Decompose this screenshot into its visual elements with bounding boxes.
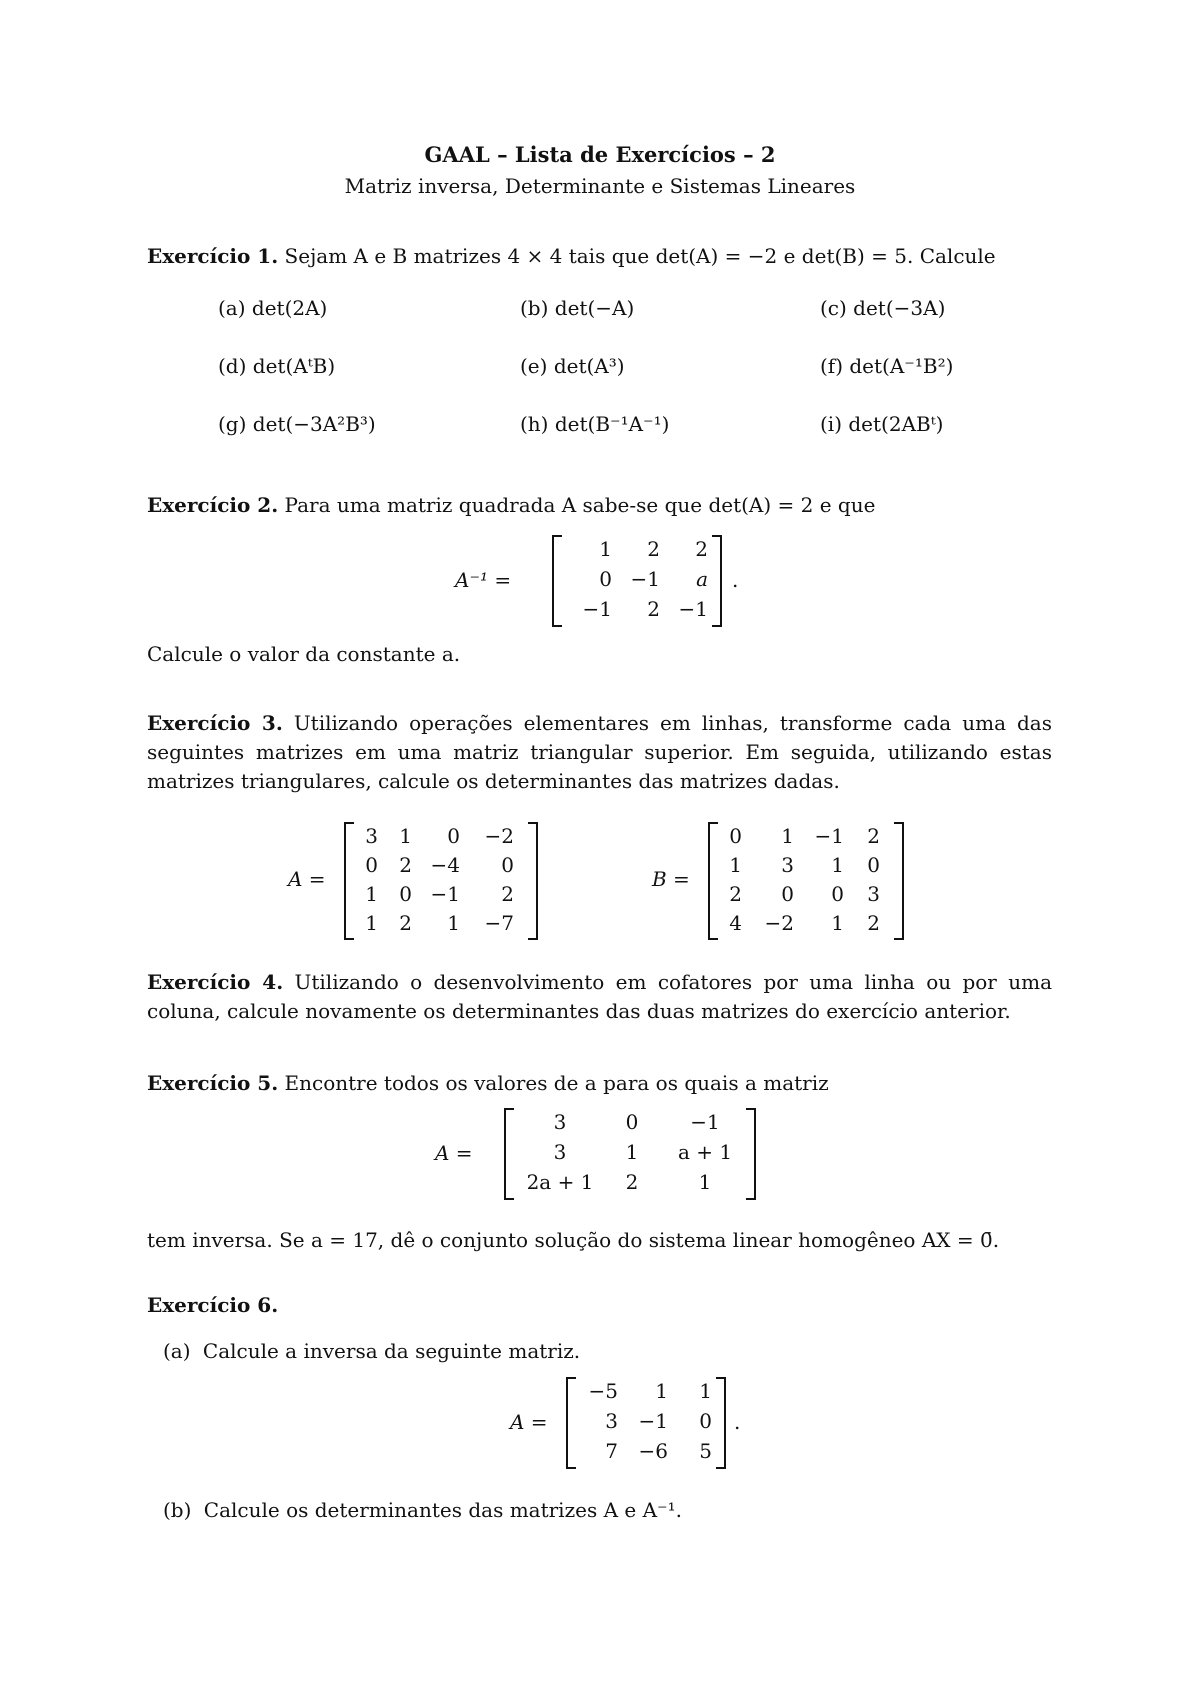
matrix-cell: a + 1 (677, 1140, 733, 1164)
matrix-cell: 5 (699, 1439, 712, 1463)
exercise-1-heading (147, 242, 996, 271)
matrix-label: A = (288, 867, 326, 891)
exercise-4-text: Utilizando o desenvolvimento em cofatores por uma linha ou por uma coluna, calcule novamente os determinantes das duas matrizes do exercício anterior. (147, 970, 1052, 1023)
exercise-1-item (820, 296, 945, 320)
matrix-cell: 1 (655, 1379, 668, 1403)
matrix-cell: 1 (781, 824, 794, 848)
matrix-cell: −2 (484, 824, 514, 848)
matrix-cell: 1 (698, 1170, 712, 1194)
exercise-1-item (820, 412, 943, 436)
matrix-cell: 2 (399, 853, 412, 877)
item-expr: det(−3A²B³) (252, 412, 376, 436)
item-expr: det(−A) (554, 296, 635, 320)
item-expr: det(2ABᵗ) (848, 412, 944, 436)
exercise-4-label: Exercício 4. (147, 970, 284, 994)
exercise-1-label: Exercício 1. (147, 244, 279, 268)
matrix-label: A⁻¹ = (455, 568, 512, 592)
matrix-cell: 0 (729, 824, 742, 848)
exercise-1-item (520, 354, 625, 378)
matrix-cell: 1 (831, 911, 844, 935)
matrix-cell: −4 (430, 853, 460, 877)
exercise-6-part-a (163, 1337, 580, 1366)
matrix-label: A = (510, 1410, 548, 1434)
matrix-b (708, 822, 904, 940)
matrix-cell: −1 (430, 882, 460, 906)
item-expr: det(AᵗB) (252, 354, 336, 378)
matrix-cell: 2 (399, 911, 412, 935)
bracket-left (566, 1377, 576, 1469)
bracket-right (528, 822, 538, 940)
matrix-cell: −2 (764, 911, 794, 935)
item-tag: (f) (820, 354, 844, 378)
matrix-cell: 1 (729, 853, 742, 877)
exercise-2-question: Calcule o valor da constante a. (147, 642, 461, 666)
matrix-label: B = (652, 867, 690, 891)
exercise-2-intro: Para uma matriz quadrada A sabe-se que det(A) = 2 e que (284, 493, 876, 517)
exercise-6-part-b (163, 1496, 682, 1525)
item-tag: (i) (820, 412, 843, 436)
matrix-cell: 2 (867, 824, 880, 848)
matrix-cell: −1 (814, 824, 844, 848)
exercise-6-label: Exercício 6. (147, 1293, 279, 1317)
item-tag: (c) (820, 296, 847, 320)
exercise-5-label: Exercício 5. (147, 1071, 279, 1095)
matrix-cell: 2 (625, 1170, 639, 1194)
matrix-a (344, 822, 538, 940)
matrix-cell: 1 (625, 1140, 639, 1164)
exercise-5-question: tem inversa. Se a = 17, dê o conjunto solução do sistema linear homogêneo AX = 0̄. (147, 1228, 1000, 1252)
period: . (732, 568, 739, 592)
matrix-cell: 1 (699, 1379, 712, 1403)
exercise-3-text: Utilizando operações elementares em linhas, transforme cada uma das seguintes matrizes em uma matriz triangular superior. Em seguida, utilizando estas matrizes triangulares, calcule os determinantes das matrizes dadas. (147, 711, 1052, 793)
period: . (734, 1410, 741, 1434)
exercise-1-item (520, 296, 634, 320)
matrix-cell: −7 (484, 911, 514, 935)
item-tag: (b) (520, 296, 549, 320)
matrix-cell: 7 (605, 1439, 618, 1463)
matrix-cell: 0 (867, 853, 880, 877)
exercise-1-item (520, 412, 669, 436)
matrix-cell: 0 (399, 882, 412, 906)
page-subtitle: Matriz inversa, Determinante e Sistemas Lineares (344, 174, 856, 198)
exercise-1-item (218, 412, 376, 436)
exercise-1-item (218, 296, 327, 320)
matrix-cell: 3 (781, 853, 794, 877)
bracket-right (712, 535, 722, 627)
matrix-cell: 2 (729, 882, 742, 906)
exercise-5-intro: Encontre todos os valores de a para os quais a matriz (284, 1071, 829, 1095)
matrix-cell: 3 (605, 1409, 618, 1433)
exercise-4-paragraph (147, 968, 1052, 1026)
matrix-a-inverse (552, 535, 722, 627)
part-tag: (a) (163, 1339, 191, 1363)
item-expr: det(A³) (553, 354, 625, 378)
matrix-cell: 0 (599, 567, 612, 591)
matrix-cell: −1 (582, 597, 612, 621)
exercise-2-heading (147, 491, 875, 520)
matrix-cell: 3 (553, 1110, 567, 1134)
matrix-cell: 2 (867, 911, 880, 935)
part-tag: (b) (163, 1498, 192, 1522)
part-text: Calcule a inversa da seguinte matriz. (202, 1339, 581, 1363)
exercise-5-heading (147, 1069, 829, 1098)
matrix-cell: 0 (365, 853, 378, 877)
exercise-2-label: Exercício 2. (147, 493, 279, 517)
matrix-cell: −5 (588, 1379, 618, 1403)
matrix-cell: 2 (501, 882, 514, 906)
exercise-1-intro: Sejam A e B matrizes 4 × 4 tais que det(A) = −2 e det(B) = 5. Calcule (284, 244, 996, 268)
matrix-cell: 1 (365, 911, 378, 935)
matrix-cell: 0 (447, 824, 460, 848)
matrix-a-ex6 (566, 1377, 726, 1469)
item-tag: (a) (218, 296, 246, 320)
matrix-cell: a (696, 567, 708, 591)
matrix-cell: 1 (831, 853, 844, 877)
matrix-cell: 2 (695, 537, 708, 561)
item-tag: (g) (218, 412, 247, 436)
matrix-label: A = (435, 1141, 473, 1165)
matrix-cell: 2 (647, 537, 660, 561)
matrix-cell: 0 (625, 1110, 639, 1134)
matrix-cell: −1 (638, 1409, 668, 1433)
matrix-cell: 1 (447, 911, 460, 935)
exercise-1-item (218, 354, 335, 378)
bracket-right (746, 1108, 756, 1200)
item-expr: det(B⁻¹A⁻¹) (554, 412, 670, 436)
matrix-cell: 0 (781, 882, 794, 906)
matrix-cell: 3 (867, 882, 880, 906)
matrix-a-ex5 (504, 1108, 756, 1200)
item-tag: (e) (520, 354, 548, 378)
matrix-cell: 1 (365, 882, 378, 906)
matrix-cell: 3 (365, 824, 378, 848)
matrix-cell: 4 (729, 911, 742, 935)
matrix-cell: 0 (831, 882, 844, 906)
matrix-cell: −1 (630, 567, 660, 591)
exercise-1-item (820, 354, 953, 378)
item-tag: (h) (520, 412, 549, 436)
bracket-right (716, 1377, 726, 1469)
matrix-cell: 2a + 1 (526, 1170, 594, 1194)
matrix-cell: 0 (699, 1409, 712, 1433)
item-expr: det(2A) (251, 296, 328, 320)
matrix-cell: 1 (399, 824, 412, 848)
bracket-right (894, 822, 904, 940)
bracket-left (552, 535, 562, 627)
matrix-cell: 1 (599, 537, 612, 561)
item-expr: det(A⁻¹B²) (849, 354, 954, 378)
item-expr: det(−3A) (853, 296, 946, 320)
matrix-cell: −6 (638, 1439, 668, 1463)
matrix-cell: −1 (690, 1110, 720, 1134)
matrix-cell: −1 (678, 597, 708, 621)
matrix-cell: 3 (553, 1140, 567, 1164)
matrix-cell: 2 (647, 597, 660, 621)
item-tag: (d) (218, 354, 247, 378)
exercise-3-paragraph (147, 709, 1052, 796)
exercise-3-label: Exercício 3. (147, 711, 283, 735)
page-title: GAAL – Lista de Exercícios – 2 (424, 142, 776, 167)
bracket-left (504, 1108, 514, 1200)
matrix-cell: 0 (501, 853, 514, 877)
part-text: Calcule os determinantes das matrizes A e A⁻¹. (203, 1498, 682, 1522)
